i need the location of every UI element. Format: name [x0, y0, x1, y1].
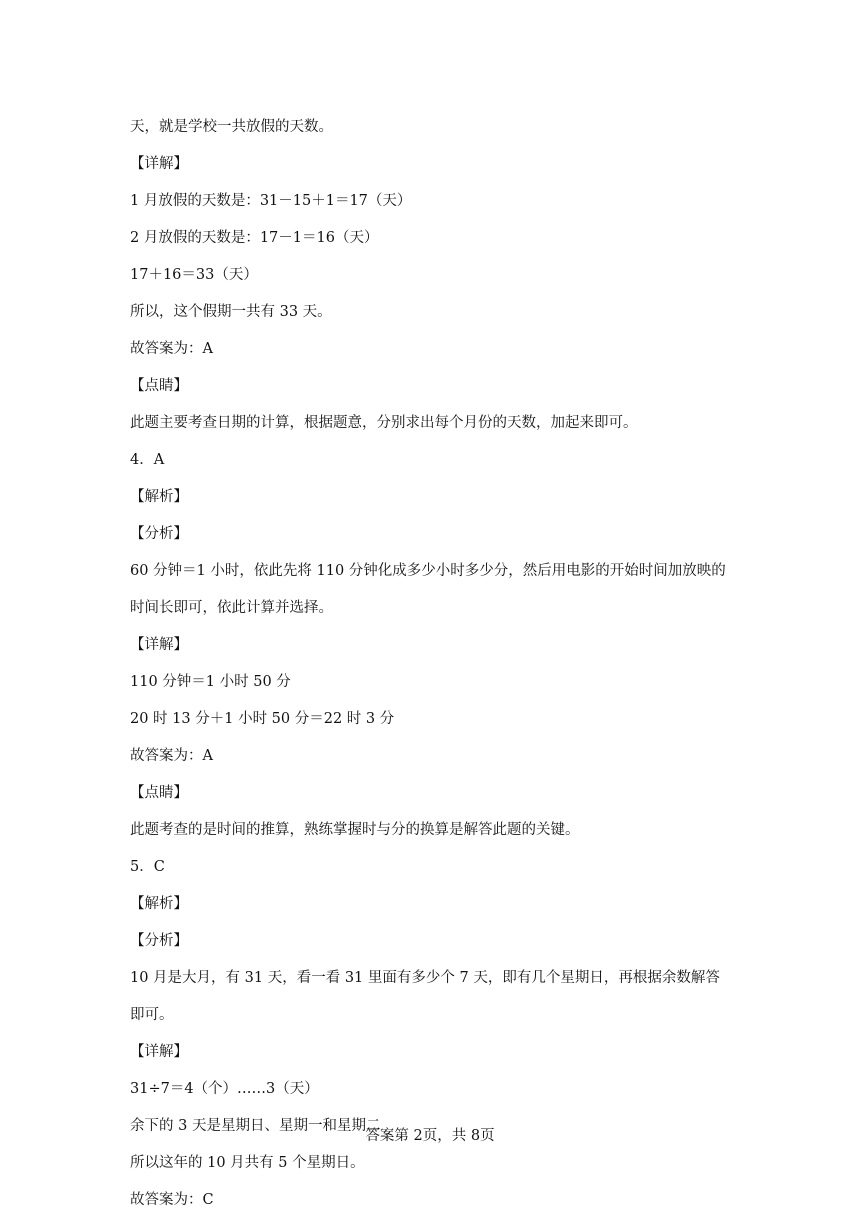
text-line: 20 时 13 分＋1 小时 50 分＝22 时 3 分	[130, 711, 395, 727]
section-heading: 【点睛】	[130, 378, 188, 394]
text-line: 所以，这个假期一共有 33 天。	[130, 304, 332, 320]
answer-line: 故答案为：A	[130, 341, 213, 357]
section-heading: 【解析】	[130, 489, 188, 505]
text-line: 即可。	[130, 1007, 174, 1023]
text-line: 时间长即可，依此计算并选择。	[130, 600, 333, 616]
section-heading: 【详解】	[130, 156, 188, 172]
answer-line: 故答案为：C	[130, 1192, 214, 1208]
text-line: 2 月放假的天数是：17－1＝16（天）	[130, 230, 379, 246]
section-heading: 【详解】	[130, 1044, 188, 1060]
section-heading: 【分析】	[130, 933, 188, 949]
section-heading: 【详解】	[130, 637, 188, 653]
section-heading: 【分析】	[130, 526, 188, 542]
text-line: 31÷7＝4（个）……3（天）	[130, 1081, 319, 1097]
text-line: 110 分钟＝1 小时 50 分	[130, 674, 291, 690]
answer-content	[130, 109, 742, 1219]
text-line: 天，就是学校一共放假的天数。	[130, 119, 333, 135]
text-line: 17＋16＝33（天）	[130, 267, 258, 283]
text-line: 10 月是大月，有 31 天，看一看 31 里面有多少个 7 天，即有几个星期日，再根据余数解答	[130, 970, 720, 986]
text-line: 所以这年的 10 月共有 5 个星期日。	[130, 1155, 365, 1171]
text-line: 此题主要考查日期的计算，根据题意，分别求出每个月份的天数，加起来即可。	[130, 415, 638, 431]
text-line: 此题考查的是时间的推算，熟练掌握时与分的换算是解答此题的关键。	[130, 822, 580, 838]
text-line: 60 分钟＝1 小时，依此先将 110 分钟化成多少小时多少分，然后用电影的开始时间加放映的	[130, 563, 726, 579]
question-number: 5．C	[130, 859, 165, 875]
page-footer: 答案第 2页，共 8页	[365, 1128, 495, 1144]
section-heading: 【点睛】	[130, 785, 188, 801]
section-heading: 【解析】	[130, 896, 188, 912]
question-number: 4．A	[130, 452, 165, 468]
answer-line: 故答案为：A	[130, 748, 213, 764]
text-line: 1 月放假的天数是：31－15＋1＝17（天）	[130, 193, 412, 209]
text-line: 余下的 3 天是星期日、星期一和星期二	[130, 1118, 381, 1134]
